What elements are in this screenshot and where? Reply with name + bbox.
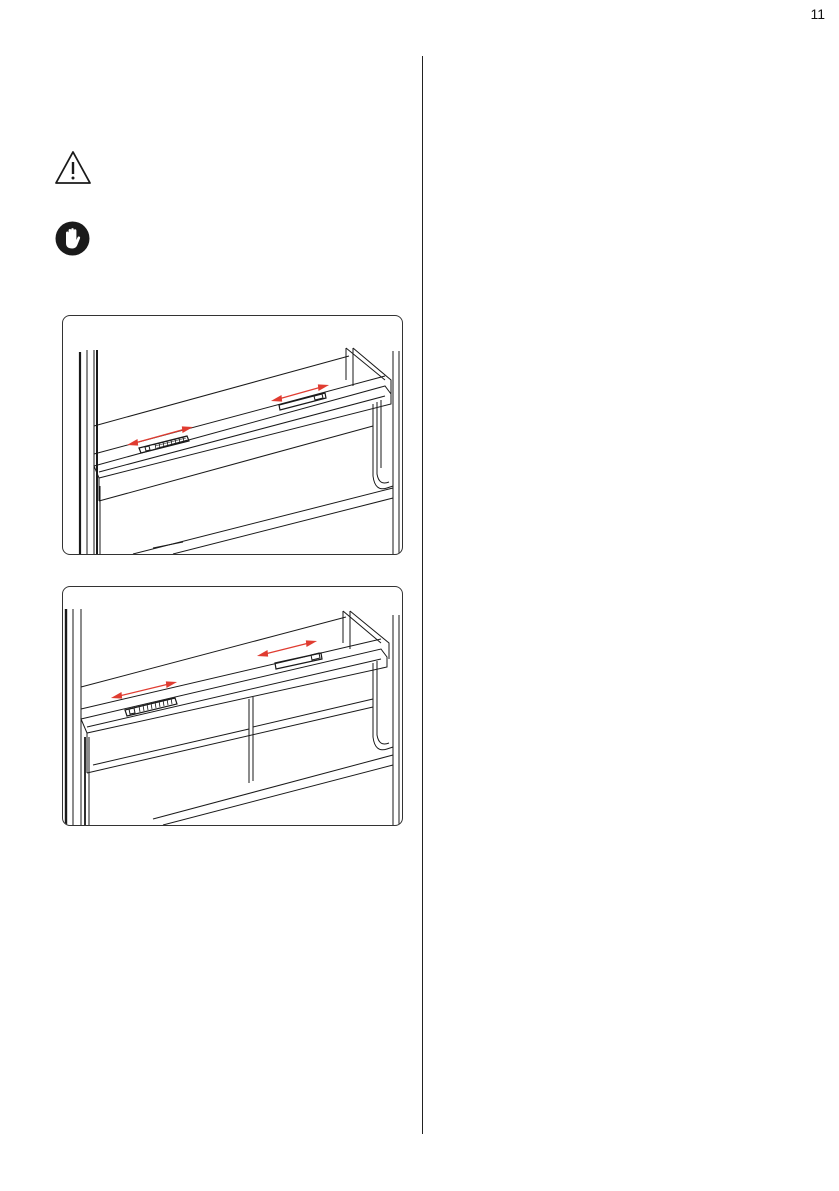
shelf-single-drawer-illustration: [62, 315, 403, 555]
column-divider: [422, 56, 423, 1134]
page-number: 11: [810, 6, 825, 22]
warning-triangle-icon: [54, 150, 92, 186]
stop-hand-icon: [55, 221, 90, 256]
shelf-double-drawer-illustration: [62, 586, 403, 826]
